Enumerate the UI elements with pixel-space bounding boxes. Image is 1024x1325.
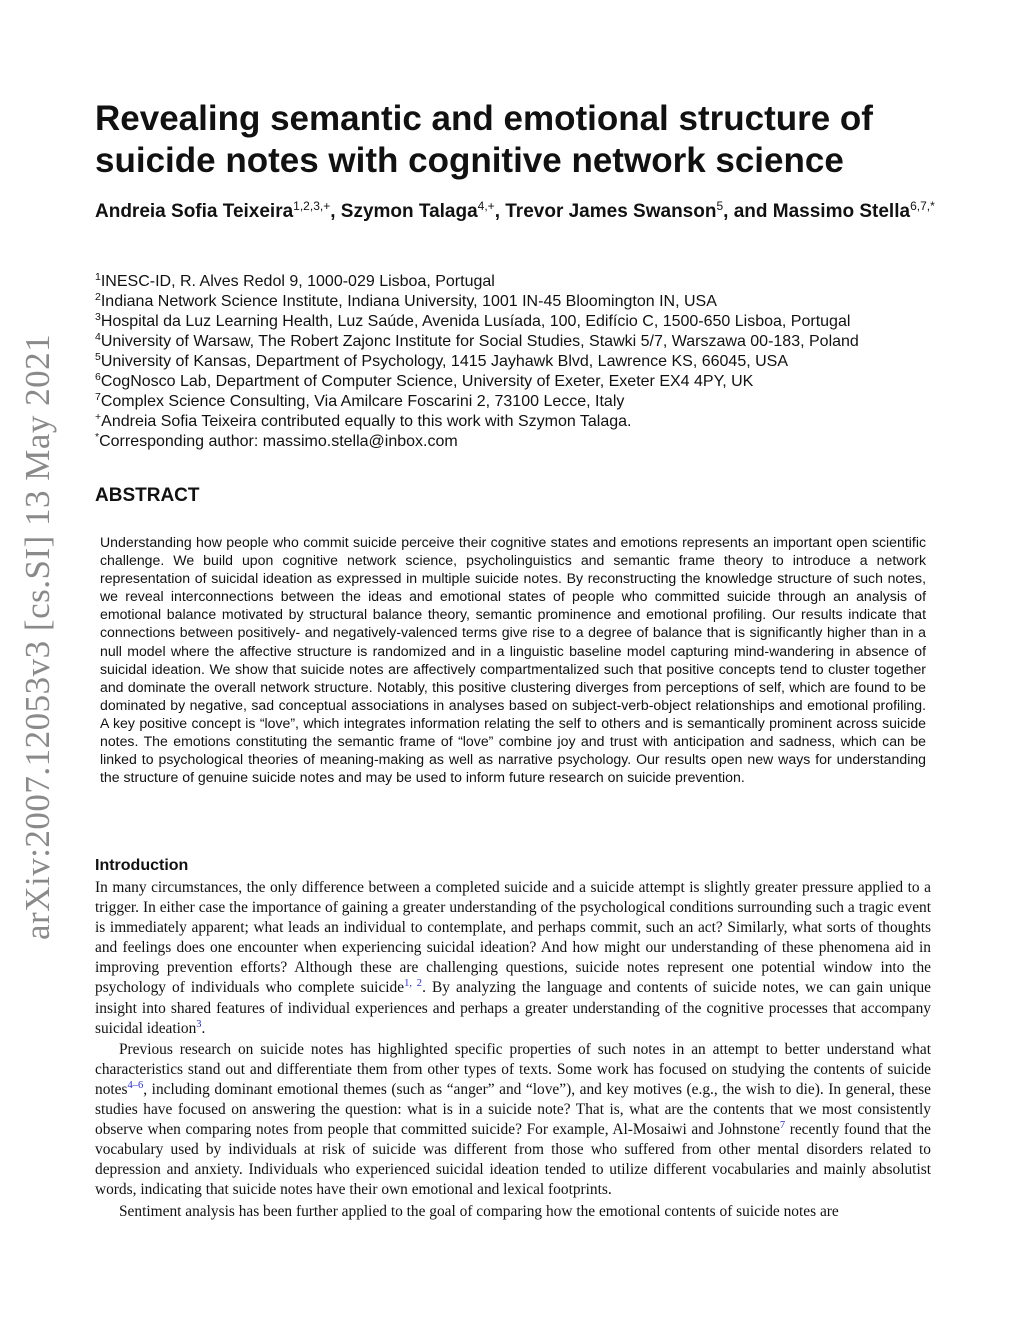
affiliation-mark: 2 bbox=[95, 291, 101, 303]
author-affiliation-mark: 5 bbox=[716, 199, 724, 213]
affiliation-item bbox=[95, 372, 955, 392]
paper-title: Revealing semantic and emotional structure of suicide notes with cognitive network science bbox=[95, 99, 873, 180]
affiliation-list bbox=[95, 272, 955, 452]
paragraph-text: Previous research on suicide notes has highlighted specific properties of such notes in an attempt to better understand what characteristics stand out and differentiate them from other types of texts. Some work has focused on studying the contents of suicide notes bbox=[95, 1040, 931, 1098]
affiliation-mark: 3 bbox=[95, 311, 101, 323]
citation-link[interactable]: 7 bbox=[779, 1120, 786, 1132]
author-list bbox=[95, 200, 935, 224]
paragraph-text: In many circumstances, the only difference between a completed suicide and a suicide attempt is slightly greater pressure applied to a trigger. In either case the importance of gaining a greater understanding of the psychological conditions surrounding such a tragic event is immediately apparent; what leads an individual to contemplate, and perhaps commit, such an act? Similarly, what sorts of thoughts and feelings does one encounter when experiencing suicidal ideation? And how might our understanding of these phenomena aid in improving prevention efforts? Although these are challenging questions, suicide notes represent one potential window into the psychology of individuals who complete suicide bbox=[95, 879, 931, 997]
affiliation-item bbox=[95, 392, 955, 412]
affiliation-text: INESC-ID, R. Alves Redol 9, 1000-029 Lisboa, Portugal bbox=[100, 273, 495, 290]
affiliation-mark: 4 bbox=[95, 331, 101, 343]
author-name: Massimo Stella bbox=[772, 201, 911, 222]
citation-link[interactable]: 1, 2 bbox=[404, 978, 423, 990]
paragraph bbox=[95, 1040, 931, 1201]
affiliation-mark: 5 bbox=[95, 351, 101, 363]
author-affiliation-mark: 6,7,* bbox=[910, 199, 935, 213]
paragraph-text: . By analyzing the language and contents of suicide notes, we can gain unique insight into shared features of individual experiences and perhaps a greater understanding of the cognitive processes that accompany suicidal ideation bbox=[95, 979, 931, 1037]
affiliation-text: Corresponding author: massimo.stella@inbox.com bbox=[99, 433, 458, 450]
author-separator: , and bbox=[723, 201, 773, 222]
introduction-heading: Introduction bbox=[95, 857, 189, 874]
author-separator: , bbox=[494, 201, 506, 222]
affiliation-mark: 1 bbox=[95, 271, 101, 283]
affiliation-item bbox=[95, 312, 955, 332]
affiliation-text: Hospital da Luz Learning Health, Luz Saúde, Avenida Lusíada, 100, Edifício C, 1500-650 Lisboa, Portugal bbox=[100, 313, 851, 330]
paragraph-text: recently found that the vocabulary used by individuals at risk of suicide was different from those who suffered from other mental disorders related to depression and anxiety. Individuals who experienced suicidal ideation tended to utilize different vocabularies and mainly absolutist words, indicating that suicide notes have their own emotional and lexical footprints. bbox=[95, 1121, 932, 1199]
affiliation-mark: + bbox=[95, 411, 102, 423]
affiliation-item bbox=[95, 332, 955, 352]
affiliation-text: Indiana Network Science Institute, Indiana University, 1001 IN-45 Bloomington IN, USA bbox=[100, 293, 717, 310]
paragraph bbox=[95, 878, 931, 1039]
author-name: Szymon Talaga bbox=[340, 201, 478, 222]
abstract-text: Understanding how people who commit suicide perceive their cognitive states and emotions represents an important open scientific challenge. We build upon cognitive network science, psycholinguistics and semantic frame theory to introduce a network representation of suicidal ideation as expressed in multiple suicide notes. By reconstructing the knowledge structure of such notes, we reveal interconnections between the ideas and emotional states of people who committed suicide through an analysis of emotional balance motivated by structural balance theory, semantic prominence and emotional profiling. Our results indicate that connections between positively- and negatively-valenced terms give rise to a degree of balance that is significantly higher than in a null model where the affective structure is randomized and in a linguistic baseline model capturing mind-wandering in absence of suicidal ideation. We show that suicide notes are affectively compartmentalized such that positive concepts tend to cluster together and dominate the overall network structure. Notably, this positive clustering diverges from perceptions of self, which are found to be dominated by negative, sad conceptual associations in analyses based on subject-verb-object relationships and emotional profiling. A key positive concept is “love”, which integrates information relating the self to others and is semantically prominent across suicide notes. The emotions constituting the semantic frame of “love” combine joy and trust with anticipation and sadness, which can be linked to psychological theories of meaning-making as well as narrative psychology. Our results open new ways for understanding the structure of genuine suicide notes and may be used to inform future research on suicide prevention. bbox=[100, 534, 926, 786]
introduction-body bbox=[95, 878, 931, 1222]
affiliation-mark: * bbox=[95, 431, 100, 443]
affiliation-item bbox=[95, 412, 955, 432]
affiliation-text: University of Kansas, Department of Psychology, 1415 Jayhawk Blvd, Lawrence KS, 66045, USA bbox=[100, 353, 789, 370]
affiliation-item bbox=[95, 292, 955, 312]
affiliation-mark: 6 bbox=[95, 371, 101, 383]
affiliation-mark: 7 bbox=[95, 391, 101, 403]
author-name: Andreia Sofia Teixeira bbox=[95, 201, 294, 222]
affiliation-item bbox=[95, 352, 955, 372]
paragraph-text: , including dominant emotional themes (such as “anger” and “love”), and key motives (e.g., the wish to die). In general, these studies have focused on answering the question: what is in a suicide note? That is, what are the contents that we most consistently observe when comparing notes from people that committed suicide? For example, Al-Mosaiwi and Johnstone bbox=[95, 1080, 931, 1139]
affiliation-item bbox=[95, 272, 955, 292]
affiliation-text: University of Warsaw, The Robert Zajonc Institute for Social Studies, Stawki 5/7, Warszawa 00-183, Poland bbox=[100, 333, 859, 350]
author-affiliation-mark: 1,2,3,+ bbox=[293, 199, 331, 213]
affiliation-text: Complex Science Consulting, Via Amilcare Foscarini 2, 73100 Lecce, Italy bbox=[100, 393, 625, 410]
affiliation-text: Andreia Sofia Teixeira contributed equally to this work with Szymon Talaga. bbox=[101, 413, 632, 430]
author-separator: , bbox=[330, 201, 341, 222]
arxiv-side-stamp: arXiv:2007.12053v3 [cs.SI] 13 May 2021 bbox=[18, 333, 57, 940]
paragraph-text: . bbox=[201, 1019, 206, 1037]
citation-link[interactable]: 3 bbox=[196, 1018, 202, 1030]
author-name: Trevor James Swanson bbox=[505, 201, 717, 222]
abstract-heading: ABSTRACT bbox=[95, 485, 200, 506]
author-affiliation-mark: 4,+ bbox=[477, 199, 495, 213]
affiliation-text: CogNosco Lab, Department of Computer Science, University of Exeter, Exeter EX4 4PY, UK bbox=[100, 373, 754, 390]
affiliation-item bbox=[95, 432, 955, 452]
paragraph: Sentiment analysis has been further applied to the goal of comparing how the emotional contents of suicide notes are bbox=[119, 1202, 839, 1220]
citation-link[interactable]: 4–6 bbox=[127, 1079, 144, 1091]
